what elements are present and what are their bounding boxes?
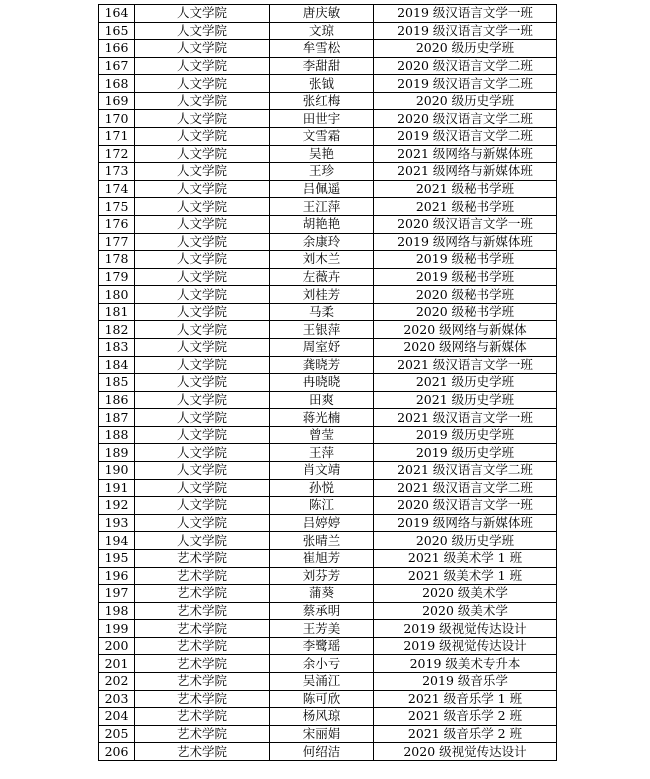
class-cell: 2019 级视觉传达设计 (374, 637, 557, 655)
college-cell: 艺术学院 (135, 567, 270, 585)
student-name-cell: 吴涌江 (270, 672, 374, 690)
table-row (99, 110, 557, 128)
table-row (99, 479, 557, 497)
table-row (99, 286, 557, 304)
row-number-cell: 205 (99, 725, 135, 743)
row-number-cell: 196 (99, 567, 135, 585)
college-cell: 艺术学院 (135, 743, 270, 761)
table-row (99, 251, 557, 269)
row-number-cell: 181 (99, 303, 135, 321)
college-cell: 艺术学院 (135, 637, 270, 655)
college-cell: 人文学院 (135, 233, 270, 251)
row-number-cell: 168 (99, 75, 135, 93)
college-cell: 艺术学院 (135, 585, 270, 603)
student-name-cell: 冉晓晓 (270, 374, 374, 392)
class-cell: 2021 级美术学 1 班 (374, 567, 557, 585)
student-name-cell: 刘芬芳 (270, 567, 374, 585)
college-cell: 人文学院 (135, 321, 270, 339)
table-row (99, 391, 557, 409)
student-name-cell: 牟雪松 (270, 40, 374, 58)
student-name-cell: 马柔 (270, 303, 374, 321)
class-cell: 2021 级音乐学 2 班 (374, 708, 557, 726)
row-number-cell: 173 (99, 163, 135, 181)
class-cell: 2020 级历史学班 (374, 40, 557, 58)
college-cell: 人文学院 (135, 479, 270, 497)
student-name-cell: 何绍洁 (270, 743, 374, 761)
student-name-cell: 崔旭芳 (270, 549, 374, 567)
class-cell: 2019 级历史学班 (374, 426, 557, 444)
student-name-cell: 曾莹 (270, 426, 374, 444)
student-name-cell: 张钺 (270, 75, 374, 93)
row-number-cell: 203 (99, 690, 135, 708)
class-cell: 2020 级历史学班 (374, 532, 557, 550)
student-name-cell: 胡艳艳 (270, 215, 374, 233)
class-cell: 2019 级汉语言文学一班 (374, 5, 557, 23)
college-cell: 人文学院 (135, 145, 270, 163)
table-row (99, 356, 557, 374)
class-cell: 2019 级汉语言文学二班 (374, 128, 557, 146)
row-number-cell: 178 (99, 251, 135, 269)
student-name-cell: 余小亏 (270, 655, 374, 673)
table-row (99, 198, 557, 216)
college-cell: 人文学院 (135, 514, 270, 532)
class-cell: 2021 级汉语言文学一班 (374, 356, 557, 374)
college-cell: 艺术学院 (135, 725, 270, 743)
class-cell: 2021 级汉语言文学一班 (374, 409, 557, 427)
row-number-cell: 202 (99, 672, 135, 690)
row-number-cell: 193 (99, 514, 135, 532)
college-cell: 人文学院 (135, 286, 270, 304)
college-cell: 人文学院 (135, 128, 270, 146)
table-row (99, 672, 557, 690)
class-cell: 2019 级秘书学班 (374, 268, 557, 286)
class-cell: 2020 级秘书学班 (374, 303, 557, 321)
roster-body (99, 5, 557, 761)
student-name-cell: 张红梅 (270, 92, 374, 110)
student-name-cell: 蒲葵 (270, 585, 374, 603)
row-number-cell: 170 (99, 110, 135, 128)
row-number-cell: 180 (99, 286, 135, 304)
table-row (99, 637, 557, 655)
table-row (99, 40, 557, 58)
student-name-cell: 陈可欣 (270, 690, 374, 708)
table-row (99, 690, 557, 708)
class-cell: 2020 级汉语言文学二班 (374, 110, 557, 128)
row-number-cell: 164 (99, 5, 135, 23)
student-name-cell: 蒋光楠 (270, 409, 374, 427)
college-cell: 人文学院 (135, 110, 270, 128)
college-cell: 人文学院 (135, 268, 270, 286)
row-number-cell: 200 (99, 637, 135, 655)
table-row (99, 567, 557, 585)
student-name-cell: 王珍 (270, 163, 374, 181)
student-name-cell: 田世宇 (270, 110, 374, 128)
student-name-cell: 李鹭瑶 (270, 637, 374, 655)
student-name-cell: 吴艳 (270, 145, 374, 163)
student-name-cell: 左薇卉 (270, 268, 374, 286)
table-row (99, 743, 557, 761)
table-row (99, 602, 557, 620)
row-number-cell: 179 (99, 268, 135, 286)
class-cell: 2021 级网络与新媒体班 (374, 145, 557, 163)
student-name-cell: 吕佩遥 (270, 180, 374, 198)
table-row (99, 268, 557, 286)
row-number-cell: 176 (99, 215, 135, 233)
table-row (99, 338, 557, 356)
table-row (99, 22, 557, 40)
class-cell: 2019 级音乐学 (374, 672, 557, 690)
row-number-cell: 194 (99, 532, 135, 550)
class-cell: 2020 级网络与新媒体 (374, 321, 557, 339)
class-cell: 2019 级汉语言文学二班 (374, 75, 557, 93)
table-row (99, 708, 557, 726)
class-cell: 2021 级历史学班 (374, 391, 557, 409)
class-cell: 2019 级秘书学班 (374, 251, 557, 269)
college-cell: 人文学院 (135, 444, 270, 462)
row-number-cell: 189 (99, 444, 135, 462)
table-row (99, 128, 557, 146)
student-name-cell: 王江萍 (270, 198, 374, 216)
class-cell: 2021 级汉语言文学二班 (374, 462, 557, 480)
table-row (99, 497, 557, 515)
college-cell: 人文学院 (135, 92, 270, 110)
class-cell: 2019 级网络与新媒体班 (374, 233, 557, 251)
class-cell: 2021 级历史学班 (374, 374, 557, 392)
class-cell: 2021 级音乐学 1 班 (374, 690, 557, 708)
class-cell: 2019 级视觉传达设计 (374, 620, 557, 638)
table-row (99, 585, 557, 603)
row-number-cell: 183 (99, 338, 135, 356)
college-cell: 人文学院 (135, 391, 270, 409)
college-cell: 艺术学院 (135, 620, 270, 638)
table-row (99, 426, 557, 444)
table-row (99, 5, 557, 23)
row-number-cell: 166 (99, 40, 135, 58)
row-number-cell: 198 (99, 602, 135, 620)
student-name-cell: 吕婷婷 (270, 514, 374, 532)
table-row (99, 620, 557, 638)
table-row (99, 374, 557, 392)
student-name-cell: 田爽 (270, 391, 374, 409)
row-number-cell: 192 (99, 497, 135, 515)
row-number-cell: 199 (99, 620, 135, 638)
table-row (99, 532, 557, 550)
table-row (99, 215, 557, 233)
row-number-cell: 186 (99, 391, 135, 409)
class-cell: 2020 级美术学 (374, 585, 557, 603)
college-cell: 艺术学院 (135, 672, 270, 690)
college-cell: 艺术学院 (135, 690, 270, 708)
table-row (99, 655, 557, 673)
class-cell: 2021 级网络与新媒体班 (374, 163, 557, 181)
college-cell: 人文学院 (135, 462, 270, 480)
class-cell: 2021 级秘书学班 (374, 180, 557, 198)
class-cell: 2021 级音乐学 2 班 (374, 725, 557, 743)
student-name-cell: 蔡承明 (270, 602, 374, 620)
table-row (99, 92, 557, 110)
student-name-cell: 李甜甜 (270, 57, 374, 75)
row-number-cell: 191 (99, 479, 135, 497)
college-cell: 艺术学院 (135, 602, 270, 620)
college-cell: 人文学院 (135, 75, 270, 93)
table-row (99, 462, 557, 480)
college-cell: 人文学院 (135, 198, 270, 216)
college-cell: 人文学院 (135, 497, 270, 515)
row-number-cell: 204 (99, 708, 135, 726)
student-name-cell: 孙悦 (270, 479, 374, 497)
table-row (99, 180, 557, 198)
class-cell: 2020 级秘书学班 (374, 286, 557, 304)
row-number-cell: 169 (99, 92, 135, 110)
row-number-cell: 195 (99, 549, 135, 567)
row-number-cell: 206 (99, 743, 135, 761)
class-cell: 2019 级汉语言文学一班 (374, 22, 557, 40)
table-row (99, 321, 557, 339)
table-row (99, 163, 557, 181)
student-name-cell: 张晴兰 (270, 532, 374, 550)
row-number-cell: 187 (99, 409, 135, 427)
student-roster-table (98, 4, 557, 761)
student-name-cell: 陈江 (270, 497, 374, 515)
college-cell: 人文学院 (135, 251, 270, 269)
college-cell: 人文学院 (135, 532, 270, 550)
row-number-cell: 167 (99, 57, 135, 75)
row-number-cell: 174 (99, 180, 135, 198)
class-cell: 2021 级秘书学班 (374, 198, 557, 216)
class-cell: 2020 级汉语言文学一班 (374, 497, 557, 515)
student-name-cell: 龚晓芳 (270, 356, 374, 374)
student-name-cell: 文琼 (270, 22, 374, 40)
college-cell: 艺术学院 (135, 655, 270, 673)
class-cell: 2021 级汉语言文学二班 (374, 479, 557, 497)
college-cell: 人文学院 (135, 356, 270, 374)
college-cell: 艺术学院 (135, 708, 270, 726)
student-name-cell: 王芳美 (270, 620, 374, 638)
row-number-cell: 184 (99, 356, 135, 374)
class-cell: 2020 级汉语言文学二班 (374, 57, 557, 75)
row-number-cell: 165 (99, 22, 135, 40)
table-row (99, 444, 557, 462)
row-number-cell: 185 (99, 374, 135, 392)
student-name-cell: 周室妤 (270, 338, 374, 356)
row-number-cell: 177 (99, 233, 135, 251)
class-cell: 2020 级美术学 (374, 602, 557, 620)
student-name-cell: 刘木兰 (270, 251, 374, 269)
student-name-cell: 刘桂芳 (270, 286, 374, 304)
college-cell: 人文学院 (135, 57, 270, 75)
student-name-cell: 文雪霜 (270, 128, 374, 146)
college-cell: 人文学院 (135, 215, 270, 233)
row-number-cell: 197 (99, 585, 135, 603)
college-cell: 人文学院 (135, 180, 270, 198)
college-cell: 人文学院 (135, 374, 270, 392)
class-cell: 2019 级美术专升本 (374, 655, 557, 673)
college-cell: 人文学院 (135, 338, 270, 356)
class-cell: 2020 级网络与新媒体 (374, 338, 557, 356)
student-name-cell: 唐庆敏 (270, 5, 374, 23)
student-name-cell: 王萍 (270, 444, 374, 462)
student-name-cell: 余康玲 (270, 233, 374, 251)
table-row (99, 233, 557, 251)
table-row (99, 145, 557, 163)
college-cell: 人文学院 (135, 163, 270, 181)
class-cell: 2021 级美术学 1 班 (374, 549, 557, 567)
college-cell: 人文学院 (135, 303, 270, 321)
table-row (99, 409, 557, 427)
table-row (99, 303, 557, 321)
class-cell: 2020 级历史学班 (374, 92, 557, 110)
row-number-cell: 201 (99, 655, 135, 673)
college-cell: 人文学院 (135, 409, 270, 427)
row-number-cell: 171 (99, 128, 135, 146)
table-row (99, 514, 557, 532)
student-name-cell: 杨风琼 (270, 708, 374, 726)
student-name-cell: 肖文靖 (270, 462, 374, 480)
student-name-cell: 宋丽娟 (270, 725, 374, 743)
row-number-cell: 175 (99, 198, 135, 216)
table-row (99, 57, 557, 75)
class-cell: 2020 级视觉传达设计 (374, 743, 557, 761)
college-cell: 人文学院 (135, 5, 270, 23)
college-cell: 艺术学院 (135, 549, 270, 567)
class-cell: 2020 级汉语言文学一班 (374, 215, 557, 233)
class-cell: 2019 级历史学班 (374, 444, 557, 462)
row-number-cell: 188 (99, 426, 135, 444)
student-name-cell: 王银萍 (270, 321, 374, 339)
row-number-cell: 182 (99, 321, 135, 339)
table-row (99, 725, 557, 743)
college-cell: 人文学院 (135, 426, 270, 444)
row-number-cell: 172 (99, 145, 135, 163)
college-cell: 人文学院 (135, 40, 270, 58)
class-cell: 2019 级网络与新媒体班 (374, 514, 557, 532)
row-number-cell: 190 (99, 462, 135, 480)
college-cell: 人文学院 (135, 22, 270, 40)
table-row (99, 75, 557, 93)
table-row (99, 549, 557, 567)
